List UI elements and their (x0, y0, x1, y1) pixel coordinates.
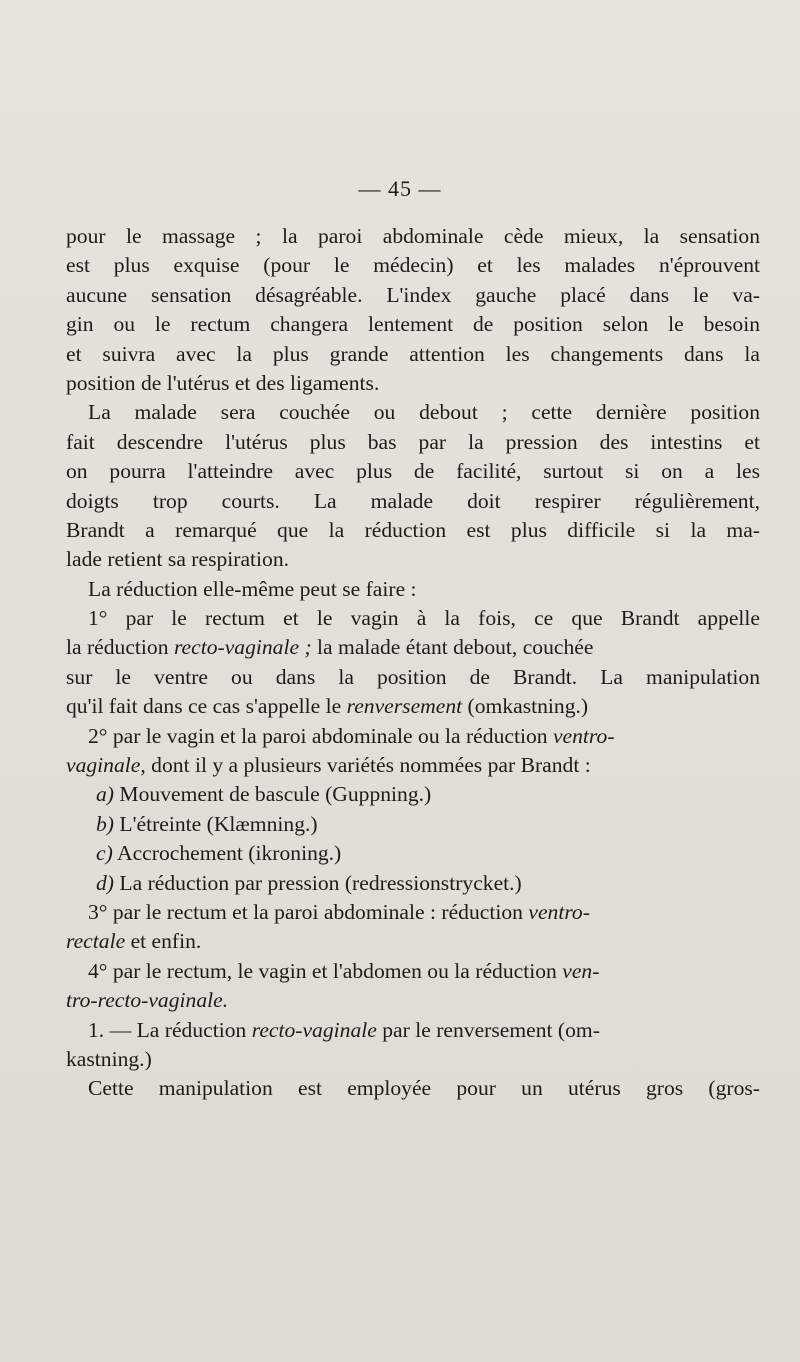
text-line: Brandt a remarqué que la réduction est plus difficile si la ma- (66, 517, 760, 542)
list-item: a) Mouvement de bascule (Guppning.) (96, 782, 432, 807)
text-line: est plus exquise (pour le médecin) et les malades n'éprouvent (66, 253, 760, 278)
text-line: kastning.) (66, 1046, 152, 1071)
text-line: 4° par le rectum, le vagin et l'abdomen ou la réduction ven- (88, 958, 600, 983)
text-line: la réduction recto-vaginale ; la malade étant debout, couchée (66, 635, 594, 660)
section-heading: 1. — La réduction recto-vaginale par le renversement (om- (88, 1017, 600, 1042)
text-line: Cette manipulation est employée pour un utérus gros (gros- (88, 1076, 760, 1101)
text-line: 2° par le vagin et la paroi abdominale ou la réduction ventro- (88, 723, 615, 748)
text-line: 1° par le rectum et le vagin à la fois, ce que Brandt appelle (88, 606, 760, 631)
text-line: sur le ventre ou dans la position de Brandt. La manipulation (66, 664, 760, 689)
text-line: tro-recto-vaginale. (66, 988, 229, 1013)
text-line: vaginale, dont il y a plusieurs variétés nommées par Brandt : (66, 753, 591, 778)
list-item: c) Accrochement (ikroning.) (96, 841, 342, 866)
page-number: — 45 — (358, 176, 442, 201)
list-item: d) La réduction par pression (redressionstrycket.) (96, 870, 522, 895)
text-line: lade retient sa respiration. (66, 547, 290, 572)
body-text (66, 222, 760, 1104)
text-line: rectale et enfin. (66, 929, 202, 954)
text-line: pour le massage ; la paroi abdominale cède mieux, la sensation (66, 224, 760, 248)
text-line: doigts trop courts. La malade doit respirer régulièrement, (66, 488, 760, 513)
text-line: position de l'utérus et des ligaments. (66, 370, 380, 395)
text-line: 3° par le rectum et la paroi abdominale : réduction ventro- (88, 899, 590, 924)
text-line: qu'il fait dans ce cas s'appelle le renversement (omkastning.) (66, 694, 589, 719)
list-item: b) L'étreinte (Klæmning.) (96, 811, 318, 836)
text-line: gin ou le rectum changera lentement de position selon le besoin (66, 312, 760, 337)
text-line: on pourra l'atteindre avec plus de facilité, surtout si on a les (66, 459, 760, 484)
text-line: et suivra avec la plus grande attention les changements dans la (66, 341, 760, 366)
text-line: La malade sera couchée ou debout ; cette dernière position (88, 400, 760, 425)
text-line: fait descendre l'utérus plus bas par la pression des intestins et (66, 429, 760, 454)
text-line: aucune sensation désagréable. L'index gauche placé dans le va- (66, 282, 760, 307)
text-line: La réduction elle-même peut se faire : (88, 576, 417, 601)
